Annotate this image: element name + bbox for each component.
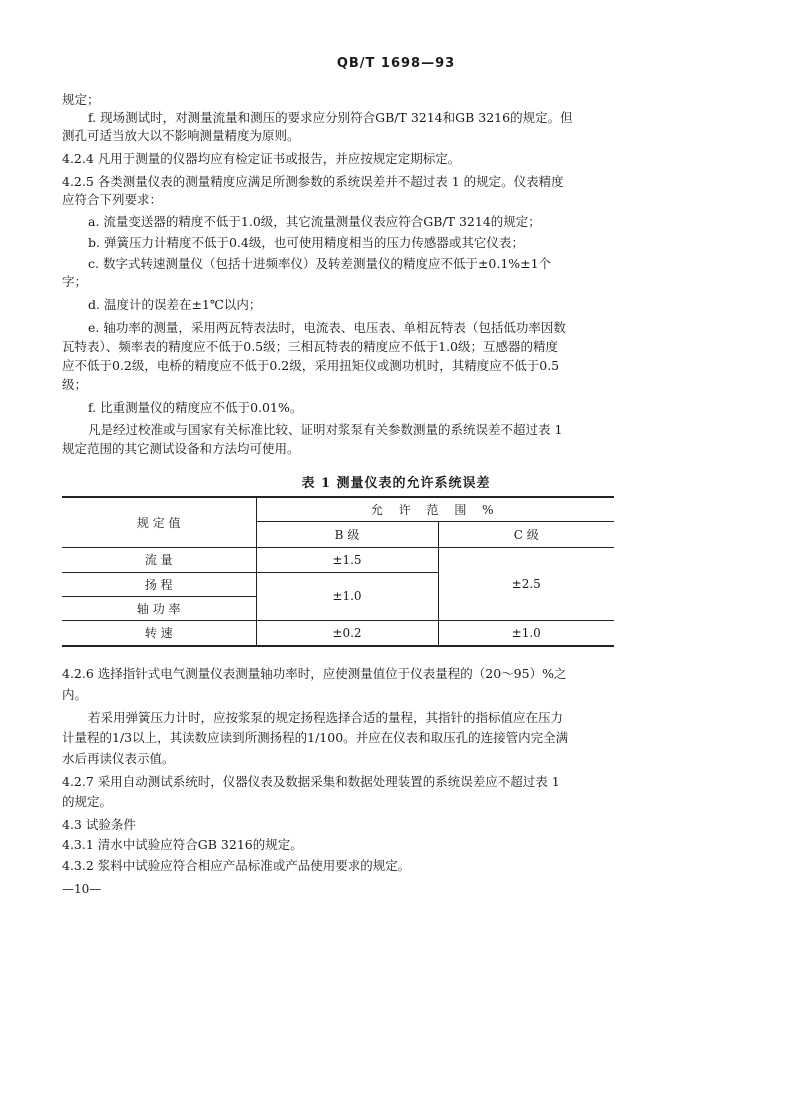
list-item-a: a. 流量变送器的精度不低于1.0级，其它流量测量仪表应符合GB/T 3214的规定； bbox=[88, 214, 541, 229]
paragraph-line: 应不低于0.2级，电桥的精度应不低于0.2级，采用扭矩仪或测功机时，其精度应不低于0.5 bbox=[62, 358, 560, 373]
header-param: 规 定 值 bbox=[62, 497, 256, 547]
list-item-b: b. 弹簧压力计精度不低于0.4级，也可使用精度相当的压力传感器或其它仪表； bbox=[88, 235, 524, 250]
list-item-e: e. 轴功率的测量，采用两瓦特表法时，电流表、电压表、单相瓦特表（包括低功率因数 bbox=[88, 320, 566, 335]
section-4-2-4: 4.2.4 凡用于测量的仪器均应有检定证书或报告，并应按规定定期标定。 bbox=[62, 151, 461, 166]
table-row bbox=[62, 547, 614, 572]
table-row bbox=[62, 620, 614, 646]
list-item-f: f. 比重测量仪的精度应不低于0.01%。 bbox=[88, 400, 303, 415]
section-4-2-7: 4.2.7 采用自动测试系统时，仪器仪表及数据采集和数据处理装置的系统误差应不超过表 1 bbox=[62, 774, 560, 789]
section-4-3-2: 4.3.2 浆料中试验应符合相应产品标准或产品使用要求的规定。 bbox=[62, 858, 411, 873]
cell-b-merged: ±1.0 bbox=[256, 572, 438, 620]
paragraph-line: 计量程的1/3以上，其读数应读到所测扬程的1/100。并应在仪表和取压孔的连接管内完全满 bbox=[62, 730, 569, 745]
section-4-2-6: 4.2.6 选择指针式电气测量仪表测量轴功率时，应使测量值位于仪表量程的（20～95）%之 bbox=[62, 666, 567, 681]
paragraph-line: 应符合下列要求： bbox=[62, 192, 163, 207]
paragraph-line: 的规定。 bbox=[62, 794, 113, 809]
paragraph-line: 字； bbox=[62, 274, 88, 289]
list-item-d: d. 温度计的误差在±1℃以内； bbox=[88, 297, 262, 312]
paragraph-line: 瓦特表）、频率表的精度应不低于0.5级；三相瓦特表的精度应不低于1.0级；互感器的精度 bbox=[62, 339, 559, 354]
paragraph-line: 测孔可适当放大以不影响测量精度为原则。 bbox=[62, 128, 300, 143]
section-4-3-1: 4.3.1 清水中试验应符合GB 3216的规定。 bbox=[62, 837, 303, 852]
row-name: 流 量 bbox=[62, 547, 256, 572]
page-number: —10— bbox=[62, 882, 102, 896]
paragraph-line: 若采用弹簧压力计时，应按浆泵的规定扬程选择合适的量程，其指针的指标值应在压力 bbox=[88, 710, 564, 725]
header-b: B 级 bbox=[256, 521, 438, 547]
paragraph-line: f. 现场测试时，对测量流量和测压的要求应分别符合GB/T 3214和GB 3216的规定。但 bbox=[88, 110, 573, 125]
cell-c: ±1.0 bbox=[438, 620, 614, 646]
paragraph-line: 规定范围的其它测试设备和方法均可使用。 bbox=[62, 441, 300, 456]
paragraph-line: 凡是经过校准或与国家有关标准比较、证明对浆泵有关参数测量的系统误差不超过表 1 bbox=[88, 422, 563, 437]
cell-c-merged: ±2.5 bbox=[438, 547, 614, 620]
table-caption: 表 1 测量仪表的允许系统误差 bbox=[301, 476, 491, 491]
cell-b: ±1.5 bbox=[256, 547, 438, 572]
section-4-3: 4.3 试验条件 bbox=[62, 817, 136, 832]
header-c: C 级 bbox=[438, 521, 614, 547]
paragraph-line: 水后再读仪表示值。 bbox=[62, 751, 175, 766]
list-item-c: c. 数字式转速测量仪（包括十进频率仪）及转差测量仪的精度应不低于±0.1%±1个 bbox=[88, 256, 552, 271]
paragraph-line: 内。 bbox=[62, 687, 88, 702]
header-range: 允 许 范 围 % bbox=[256, 497, 614, 521]
row-name: 扬 程 bbox=[62, 572, 256, 596]
row-name: 转 速 bbox=[62, 620, 256, 646]
paragraph-line: 级； bbox=[62, 377, 88, 392]
cell-b: ±0.2 bbox=[256, 620, 438, 646]
page-header: QB/T 1698—93 bbox=[336, 56, 456, 71]
section-4-2-5: 4.2.5 各类测量仪表的测量精度应满足所测参数的系统误差并不超过表 1 的规定。仪表精度 bbox=[62, 174, 564, 189]
error-table bbox=[62, 496, 614, 647]
row-name: 轴 功 率 bbox=[62, 596, 256, 620]
paragraph-line: 规定； bbox=[62, 92, 100, 107]
